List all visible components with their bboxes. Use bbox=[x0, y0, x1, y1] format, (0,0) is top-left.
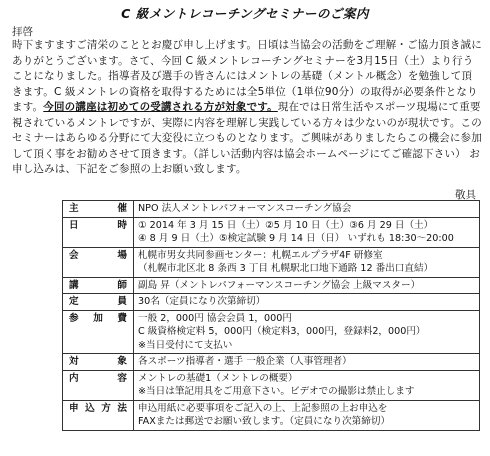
lecturer-value bbox=[134, 277, 480, 294]
venue-line-1: 札幌市男女共同参画センター：札幌エルプラザ4F 研修室 bbox=[138, 249, 383, 261]
venue-line-2: （札幌市北区北 8 条西 3 丁目 札幌駅北口地下通路 12 番出口直結） bbox=[138, 263, 434, 274]
capacity-value bbox=[134, 294, 480, 311]
dates-value bbox=[134, 217, 480, 247]
application-line-1: 申込用紙に必要事項をご記入の上、上記参照の上お申込を bbox=[138, 402, 388, 414]
target-text: 各スポーツ指導者・選手 一般企業（人事管理者） bbox=[138, 356, 352, 367]
dates-label: 日時 bbox=[63, 217, 134, 247]
closing: 敬具 bbox=[455, 189, 476, 201]
capacity-label: 定員 bbox=[63, 294, 134, 311]
target-value bbox=[134, 354, 480, 371]
fee-line-3: ※当日受付にて支払い bbox=[138, 339, 233, 351]
venue-value bbox=[134, 247, 480, 277]
lecturer-text: 副島 昇（メントレパフォーマンスコーチング協会 上級マスター） bbox=[138, 279, 421, 291]
target-label: 対象 bbox=[63, 354, 134, 371]
body-paragraph-2: 現在では日常生活やスポーツ現場にて重要視されているメントレですが、実際に内容を理解し実践している方々は少ないのが現状です。このセミナーはあらゆる分野にて大変役に立つものとなります。ご興味がありましたらこの機会に参加して頂く事をお勧めさせて頂きます。（詳しい活動内容は協会ホームページにてご確認下さい） お申し込みは、下記をご参照の上お願い致します。 bbox=[12, 101, 482, 175]
table-row-fee bbox=[63, 310, 480, 354]
fee-line-2: C 級資格検定料 5，000円（検定料3，000円，登録料2，000円） bbox=[138, 326, 426, 337]
fee-value bbox=[134, 310, 480, 354]
table-row-target bbox=[63, 354, 480, 371]
application-line-2: FAXまたは郵送でお願い致します。（定員になり次第締切） bbox=[138, 416, 391, 427]
content-line-1: メントレの基礎1（メントレの概要） bbox=[138, 372, 298, 384]
organizer-value bbox=[134, 201, 480, 218]
venue-label: 会場 bbox=[63, 247, 134, 277]
body-text bbox=[12, 38, 482, 178]
info-table bbox=[62, 200, 480, 431]
body-paragraph-1: 時下ますますご清栄のこととお慶び申し上げます。日頃は当協会の活動をご理解・ご協力頂き誠にありがとうございます。さて、今回 C 級メントレコーチングセミナーを3月15日（土）より行うことになりました。指導者及び選手の皆さんにはメントレの基礎（メントル概念）を勉強して頂きます。C 級メントレの資格を取得するためには全5単位（1単位90分）の取得が必要条件となります。 bbox=[12, 39, 482, 113]
salutation: 拝啓 bbox=[12, 26, 33, 38]
table-row-dates bbox=[63, 217, 480, 247]
dates-line-1: ① 2014 年 3 月 15 日（土）②5 月 10 日（土）③6 月 29 日（土） bbox=[138, 219, 434, 231]
table-row-organizer bbox=[63, 201, 480, 218]
content-value bbox=[134, 370, 480, 400]
organizer-label: 主催 bbox=[63, 201, 134, 218]
capacity-text: 30名（定員になり次第締切） bbox=[138, 296, 266, 307]
content-label: 内容 bbox=[63, 370, 134, 400]
table-row-content bbox=[63, 370, 480, 400]
content-line-2: ※当日は筆記用具をご用意下さい。ビデオでの撮影は禁止します bbox=[138, 386, 415, 397]
table-row-application bbox=[63, 400, 480, 430]
organizer-text: NPO 法人メントレパフォーマンスコーチング協会 bbox=[138, 203, 352, 214]
body-highlight: 今回の講座は初めての受講される方が対象です。 bbox=[43, 101, 278, 113]
application-value bbox=[134, 400, 480, 430]
table-row-venue bbox=[63, 247, 480, 277]
table-row-lecturer bbox=[63, 277, 480, 294]
table-row-capacity bbox=[63, 294, 480, 311]
application-label: 申込方法 bbox=[63, 400, 134, 430]
lecturer-label: 講師 bbox=[63, 277, 134, 294]
page-title: C 級メントレコーチングセミナーのご案内 bbox=[121, 6, 369, 21]
fee-line-1: 一般 2，000円 協会会員 1，000円 bbox=[138, 312, 292, 324]
dates-line-2: ④ 8 月 9 日（土）⑤検定試験 9 月 14 日（日） いずれも 18:30～20:00 bbox=[138, 233, 454, 244]
fee-label: 参加費 bbox=[63, 310, 134, 354]
